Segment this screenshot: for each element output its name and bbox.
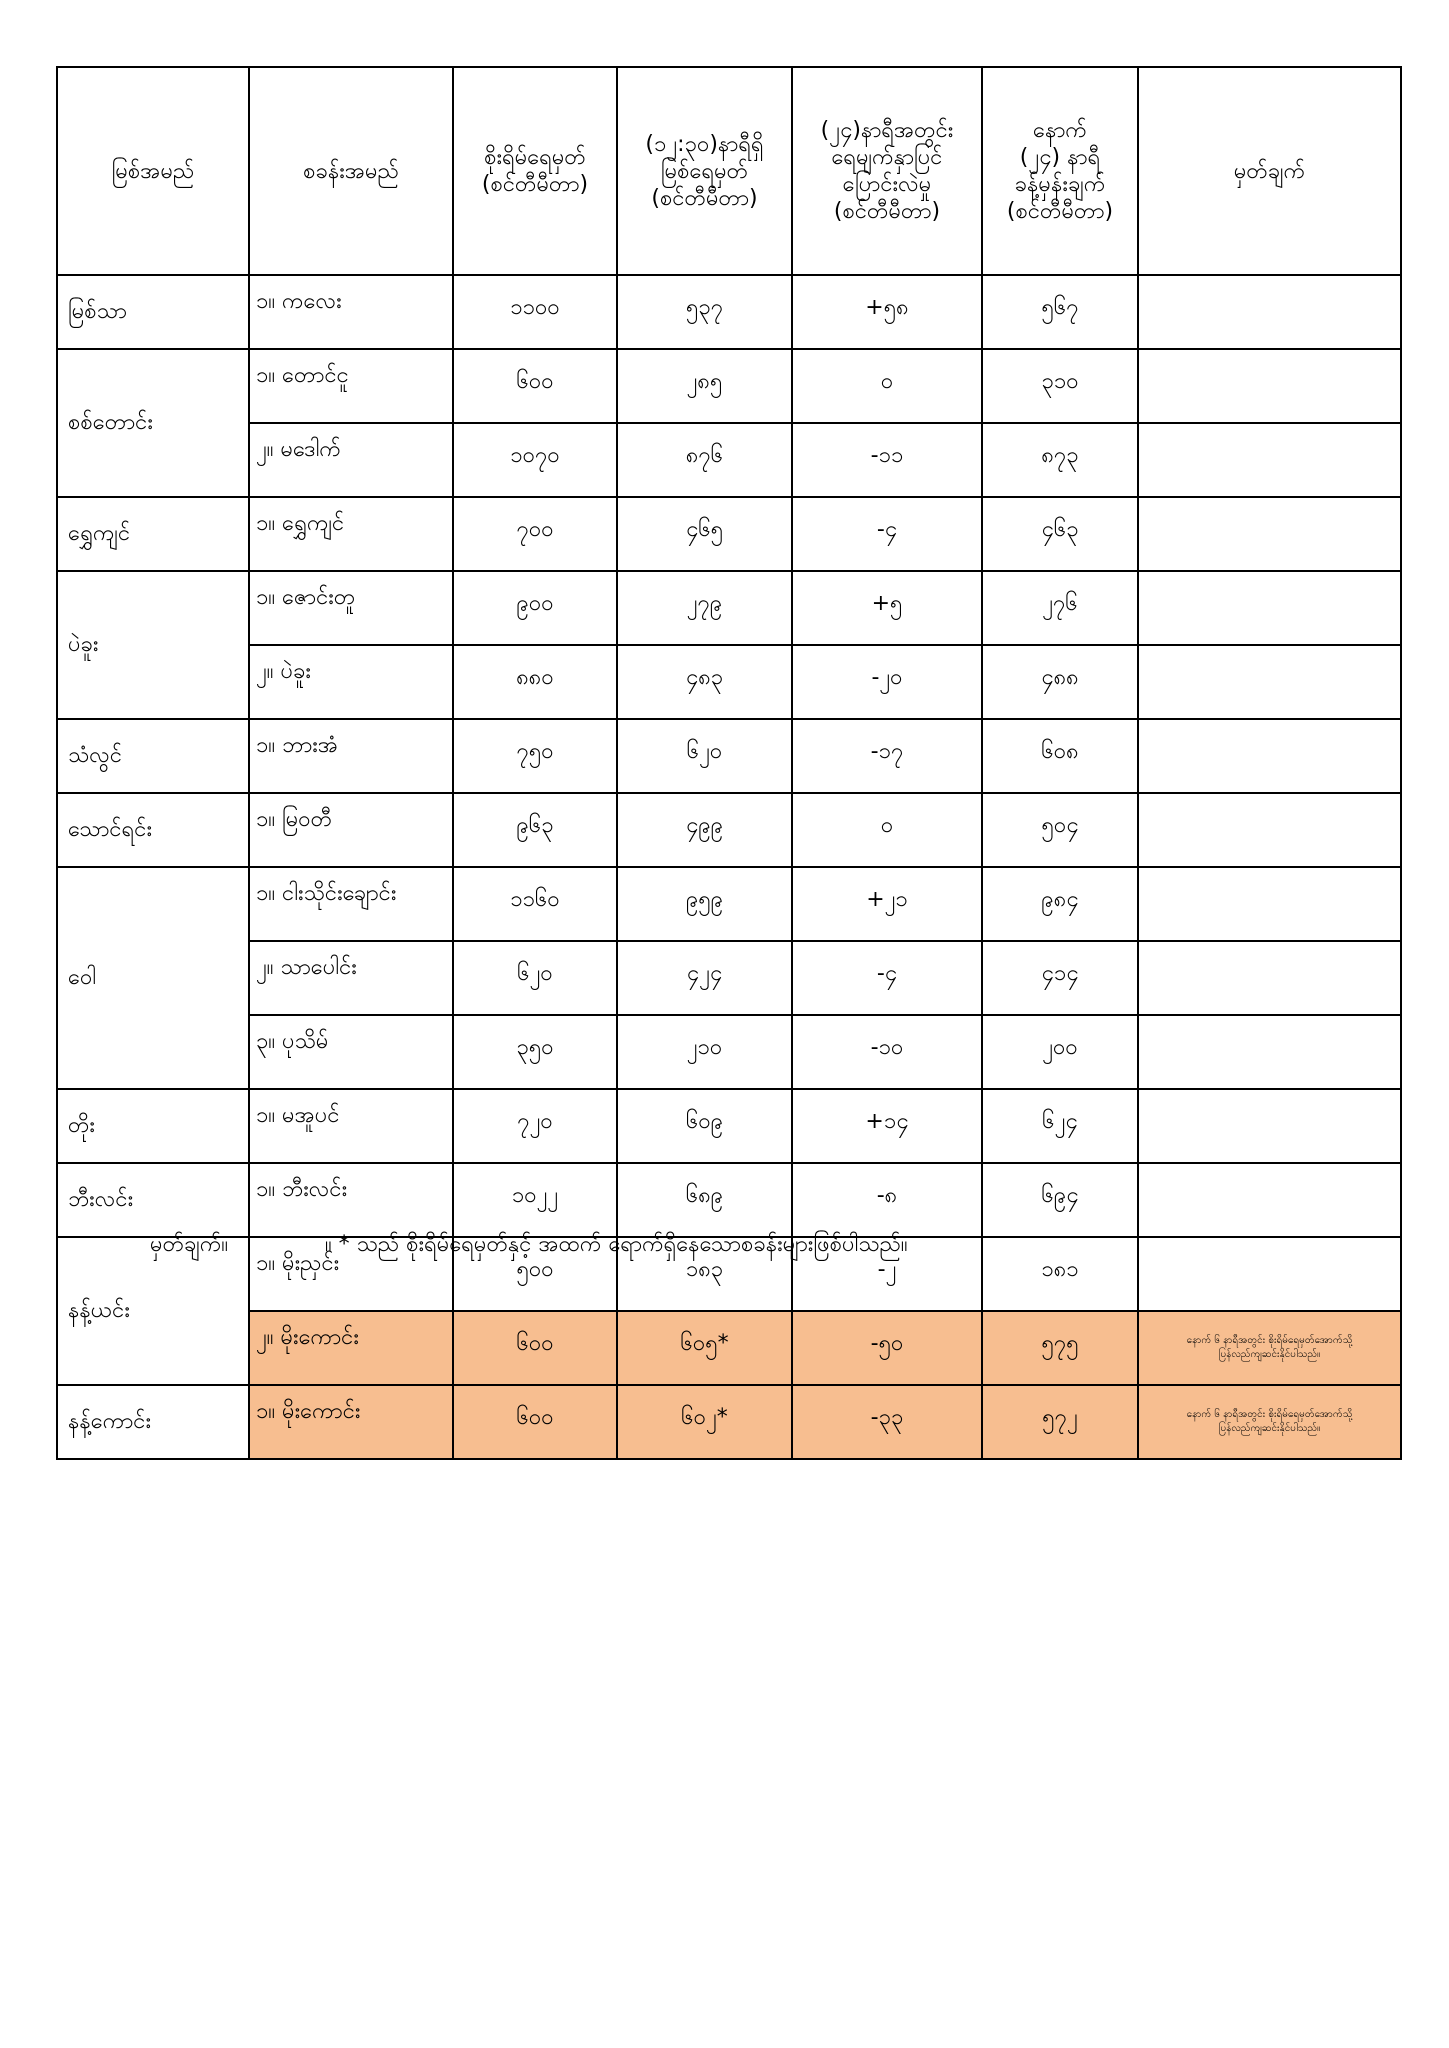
table-row bbox=[57, 349, 1401, 423]
river-name: မြစ်သာ bbox=[57, 275, 249, 349]
remark bbox=[1138, 571, 1401, 645]
table-row bbox=[57, 941, 1401, 1015]
forecast-level: ၂၇၆ bbox=[982, 571, 1138, 645]
river-name: သံလွင် bbox=[57, 719, 249, 793]
current-level: ၆၀၂* bbox=[617, 1385, 792, 1459]
current-level: ၆၂၀ bbox=[617, 719, 792, 793]
remark-text: နောက် ၆ နာရီအတွင်း စိုးရိမ်ရေမှတ်အောက်သို့ ပြန်လည်ကျဆင်းနိုင်ပါသည်။ bbox=[1186, 1335, 1353, 1360]
header-24h-change: (၂၄)နာရီအတွင်း ရေမျက်နှာပြင် ပြောင်းလဲမှု (စင်တီမီတာ) bbox=[792, 67, 982, 275]
remark bbox=[1138, 349, 1401, 423]
station-name: ၃။ ပုသိမ် bbox=[249, 1015, 453, 1089]
station-name: ၁။ ဘားအံ bbox=[249, 719, 453, 793]
warning-level: ၇၂၀ bbox=[453, 1089, 617, 1163]
header-river: မြစ်အမည် bbox=[57, 67, 249, 275]
level-change: -၈ bbox=[792, 1163, 982, 1237]
river-name: နန့်ကောင်း bbox=[57, 1385, 249, 1459]
station-name: ၁။ ရွှေကျင် bbox=[249, 497, 453, 571]
level-change: +၁၄ bbox=[792, 1089, 982, 1163]
remark bbox=[1138, 275, 1401, 349]
level-change: -၄ bbox=[792, 497, 982, 571]
current-level: ၄၉၉ bbox=[617, 793, 792, 867]
remark bbox=[1138, 1237, 1401, 1311]
warning-level: ၁၁၆၀ bbox=[453, 867, 617, 941]
station-name: ၁။ ကလေး bbox=[249, 275, 453, 349]
current-level: ၅၃၇ bbox=[617, 275, 792, 349]
level-change: -၁၀ bbox=[792, 1015, 982, 1089]
river-name: ဝေါ bbox=[57, 867, 249, 1089]
current-level: ၂၈၅ bbox=[617, 349, 792, 423]
header-station: စခန်းအမည် bbox=[249, 67, 453, 275]
header-row bbox=[57, 67, 1401, 275]
current-level: ၄၂၄ bbox=[617, 941, 792, 1015]
warning-level: ၁၁၀၀ bbox=[453, 275, 617, 349]
footnote bbox=[150, 1230, 908, 1260]
station-name: ၁။ မိုးညှင်း bbox=[249, 1237, 453, 1311]
table-row bbox=[57, 793, 1401, 867]
warning-level: ၁၀၂၂ bbox=[453, 1163, 617, 1237]
current-level: ၂၁၀ bbox=[617, 1015, 792, 1089]
forecast-level: ၆၂၄ bbox=[982, 1089, 1138, 1163]
forecast-level: ၄၆၃ bbox=[982, 497, 1138, 571]
table-row bbox=[57, 423, 1401, 497]
station-name: ၁။ တောင်ငူ bbox=[249, 349, 453, 423]
forecast-level: ၃၁၀ bbox=[982, 349, 1138, 423]
table-row bbox=[57, 1089, 1401, 1163]
level-change: ၀ bbox=[792, 793, 982, 867]
header-warning-level: စိုးရိမ်ရေမှတ် (စင်တီမီတာ) bbox=[453, 67, 617, 275]
station-name: ၁။ မိုးကောင်း bbox=[249, 1385, 453, 1459]
warning-level: ၉၆၃ bbox=[453, 793, 617, 867]
warning-level: ၃၅၀ bbox=[453, 1015, 617, 1089]
station-name: ၁။ ဇောင်းတူ bbox=[249, 571, 453, 645]
river-name: ဘီးလင်း bbox=[57, 1163, 249, 1237]
remark bbox=[1138, 1163, 1401, 1237]
station-name: ၂။ မဒေါက် bbox=[249, 423, 453, 497]
warning-level: ၉၀၀ bbox=[453, 571, 617, 645]
current-level: ၆၈၉ bbox=[617, 1163, 792, 1237]
footnote-text: ။ * သည် စိုးရိမ်ရေမှတ်နှင့် အထက် ရောက်ရှိနေသောစခန်းများဖြစ်ပါသည်။ bbox=[325, 1232, 908, 1257]
forecast-level: ၆၉၄ bbox=[982, 1163, 1138, 1237]
forecast-level: ၅၇၅ bbox=[982, 1311, 1138, 1385]
current-level: ၁၈၃ bbox=[617, 1237, 792, 1311]
remark bbox=[1138, 1015, 1401, 1089]
warning-level: ၆၀၀ bbox=[453, 1311, 617, 1385]
station-name: ၂။ မိုးကောင်း bbox=[249, 1311, 453, 1385]
forecast-level: ၄၈၈ bbox=[982, 645, 1138, 719]
remark bbox=[1138, 941, 1401, 1015]
current-level: ၄၆၅ bbox=[617, 497, 792, 571]
station-name: ၂။ သာပေါင်း bbox=[249, 941, 453, 1015]
level-change: +၅၈ bbox=[792, 275, 982, 349]
header-current-level: (၁၂:၃၀)နာရီရှိ မြစ်ရေမှတ် (စင်တီမီတာ) bbox=[617, 67, 792, 275]
remark bbox=[1138, 793, 1401, 867]
level-change: -၃၃ bbox=[792, 1385, 982, 1459]
remark bbox=[1138, 1385, 1401, 1459]
forecast-level: ၅၀၄ bbox=[982, 793, 1138, 867]
forecast-level: ၅၆၇ bbox=[982, 275, 1138, 349]
forecast-level: ၂၀၀ bbox=[982, 1015, 1138, 1089]
level-change: -၁၁ bbox=[792, 423, 982, 497]
warning-level: ၆၂၀ bbox=[453, 941, 617, 1015]
current-level: ၉၅၉ bbox=[617, 867, 792, 941]
table-row bbox=[57, 1385, 1401, 1459]
table-row bbox=[57, 497, 1401, 571]
warning-level: ၆၀၀ bbox=[453, 349, 617, 423]
station-name: ၁။ ဘီးလင်း bbox=[249, 1163, 453, 1237]
forecast-level: ၁၈၁ bbox=[982, 1237, 1138, 1311]
level-change: +၅ bbox=[792, 571, 982, 645]
forecast-level: ၉၈၄ bbox=[982, 867, 1138, 941]
remark bbox=[1138, 497, 1401, 571]
forecast-level: ၅၇၂ bbox=[982, 1385, 1138, 1459]
remark bbox=[1138, 645, 1401, 719]
table-row bbox=[57, 867, 1401, 941]
forecast-level: ၄၁၄ bbox=[982, 941, 1138, 1015]
current-level: ၄၈၃ bbox=[617, 645, 792, 719]
table-row bbox=[57, 275, 1401, 349]
remark bbox=[1138, 1311, 1401, 1385]
table-row bbox=[57, 645, 1401, 719]
warning-level: ၈၈၀ bbox=[453, 645, 617, 719]
current-level: ၂၇၉ bbox=[617, 571, 792, 645]
station-name: ၂။ ပဲခူး bbox=[249, 645, 453, 719]
forecast-level: ၈၇၃ bbox=[982, 423, 1138, 497]
remark-text: နောက် ၆ နာရီအတွင်း စိုးရိမ်ရေမှတ်အောက်သို့ ပြန်လည်ကျဆင်းနိုင်ပါသည်။ bbox=[1186, 1409, 1353, 1434]
footnote-label: မှတ်ချက်။ bbox=[150, 1232, 229, 1257]
level-change: +၂၁ bbox=[792, 867, 982, 941]
table-row bbox=[57, 571, 1401, 645]
river-name: တိုး bbox=[57, 1089, 249, 1163]
remark bbox=[1138, 867, 1401, 941]
river-name: ပဲခူး bbox=[57, 571, 249, 719]
level-change: ၀ bbox=[792, 349, 982, 423]
remark bbox=[1138, 719, 1401, 793]
header-remarks: မှတ်ချက် bbox=[1138, 67, 1401, 275]
current-level: ၆၀၉ bbox=[617, 1089, 792, 1163]
warning-level: ၆၀၀ bbox=[453, 1385, 617, 1459]
table-row bbox=[57, 1311, 1401, 1385]
current-level: ၈၇၆ bbox=[617, 423, 792, 497]
table-row bbox=[57, 1163, 1401, 1237]
table-row bbox=[57, 719, 1401, 793]
table-row bbox=[57, 1015, 1401, 1089]
level-change: -၄ bbox=[792, 941, 982, 1015]
warning-level: ၇၅၀ bbox=[453, 719, 617, 793]
warning-level: ၅၀၀ bbox=[453, 1237, 617, 1311]
remark bbox=[1138, 1089, 1401, 1163]
level-change: -၅၀ bbox=[792, 1311, 982, 1385]
river-name: ရွှေကျင် bbox=[57, 497, 249, 571]
forecast-level: ၆၀၈ bbox=[982, 719, 1138, 793]
warning-level: ၇၀၀ bbox=[453, 497, 617, 571]
remark bbox=[1138, 423, 1401, 497]
level-change: -၂၀ bbox=[792, 645, 982, 719]
station-name: ၁။ မြဝတီ bbox=[249, 793, 453, 867]
level-change: -၁၇ bbox=[792, 719, 982, 793]
river-name: စစ်တောင်း bbox=[57, 349, 249, 497]
current-level: ၆၀၅* bbox=[617, 1311, 792, 1385]
station-name: ၁။ မအူပင် bbox=[249, 1089, 453, 1163]
warning-level: ၁၀၇၀ bbox=[453, 423, 617, 497]
river-name: သောင်ရင်း bbox=[57, 793, 249, 867]
header-forecast: နောက် (၂၄) နာရီ ခန့်မှန်းချက် (စင်တီမီတာ) bbox=[982, 67, 1138, 275]
station-name: ၁။ ငါးသိုင်းချောင်း bbox=[249, 867, 453, 941]
level-change: -၂ bbox=[792, 1237, 982, 1311]
river-name: နန့်ယင်း bbox=[57, 1237, 249, 1385]
